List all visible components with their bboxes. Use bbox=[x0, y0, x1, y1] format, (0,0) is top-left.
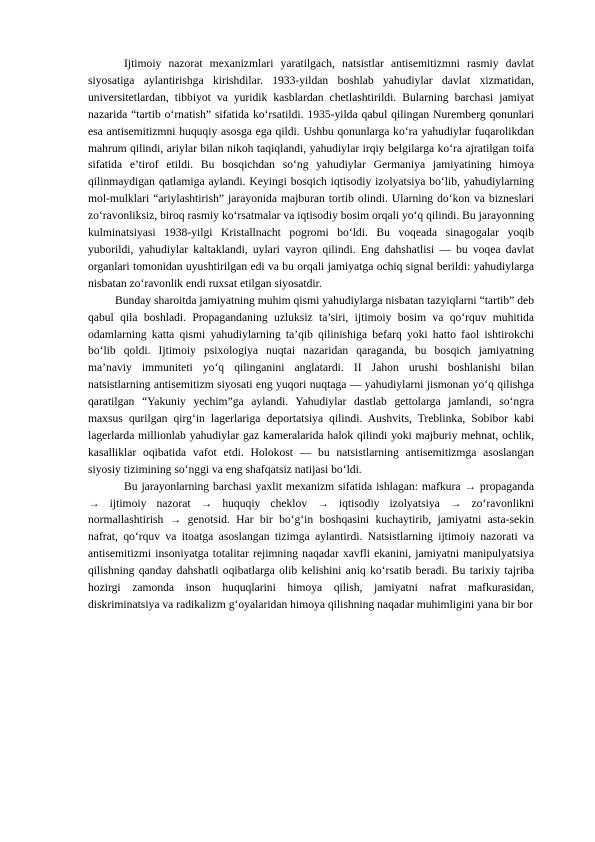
paragraph-social-control: Ijtimoiy nazorat mexanizmlari yaratilgach, natsistlar antisemitizmni rasmiy davlat siyosatiga aylantirishga kirishdilar. 1933-yildan boshlab yahudiylar davlat xizmatidan, universitetlardan, tibbiyot va yuridik kasblardan chetlashtirildi. Bularning barchasi jamiyat nazarida “tartib o‘rnatish” sifatida ko‘rsatildi. 1935-yilda qabul qilingan Nuremberg qonunlari esa antisemitizmni huquqiy asosga ega qildi. Ushbu qonunlarga ko‘ra yahudiylar fuqarolikdan mahrum qilindi, ariylar bilan nikoh taqiqlandi, yahudiylar irqiy belgilarga ko‘ra ajratilgan toifa sifatida e’tirof etildi. Bu bosqichdan so‘ng yahudiylar Germaniya jamiyatining himoya qilinmaydigan qatlamiga aylandi. Keyingi bosqich iqtisodiy izolyatsiya bo‘lib, yahudiylarning mol-mulklari “ariylashtirish” jarayonida majburan tortib olindi. Ularning do‘kon va bizneslari zo‘ravonliksiz, biroq rasmiy ko‘rsatmalar va iqtisodiy bosim orqali yo‘q qilindi. Bu jarayonning kulminatsiyasi 1938-yilgi Kristallnacht pogromi bo‘ldi. Bu voqeada sinagogalar yoqib yuborildi, yahudiylar kaltaklandi, uylari vayron qilindi. Eng dahshatlisi — bu voqea davlat organlari tomonidan uyushtirilgan edi va bu orqali jamiyatga ochiq signal berildi: yahudiylarga nisbatan zo‘ravonlik endi ruxsat etilgan siyosatdir. bbox=[88, 57, 534, 290]
paragraph-final-solution: Bunday sharoitda jamiyatning muhim qismi yahudiylarga nisbatan tazyiqlarni “tartib” deb qabul qila boshladi. Propagandaning uzluksiz ta’siri, ijtimoiy bosim va qo‘rquv muhitida odamlarning katta qismi yahudiylarning ta’qib qilinishiga befarq yoki hatto faol ishtirokchi bo‘lib qoldi. Ijtimoiy psixologiya nuqtai nazaridan qaraganda, bu bosqich jamiyatning ma’naviy immuniteti yo‘q qilinganini anglatardi. II Jahon urushi boshlanishi bilan natsistlarning antisemitizm siyosati eng yuqori nuqtaga — yahudiylarni jismonan yo‘q qilishga qaratilgan “Yakuniy yechim”ga aylandi. Yahudiylar dastlab gettolarga jamlandi, so‘ngra maxsus qurilgan qirg‘in lagerlariga deportatsiya qilindi. Aushvits, Treblinka, Sobibor kabi lagerlarda millionlab yahudiylar gaz kameralarida halok qilindi yoki majburiy mehnat, ochlik, kasalliklar oqibatida vafot etdi. Holokost — bu natsistlarning antisemitizmga asoslangan siyosiy tizimining so‘nggi va eng shafqatsiz natijasi bo‘ldi. bbox=[88, 293, 534, 476]
paragraph-mechanism-summary: Bu jarayonlarning barchasi yaxlit mexanizm sifatida ishlagan: mafkura → propaganda → ijtimoiy nazorat → huquqiy cheklov → iqtisodiy izolyatsiya → zo‘ravonlikni normallashtirish → genotsid. Har bir bo‘g‘in boshqasini kuchaytirib, jamiyatni asta-sekin nafrat, qo‘rquv va itoatga asoslangan tizimga aylantirdi. Natsistlarning ijtimoiy nazorati va antisemitizmi insoniyatga totalitar rejimning naqadar xavfli ekanini, jamiyatni manipulyatsiya qilishning qanday dahshatli oqibatlarga olib kelishini aniq ko‘rsatib beradi. Bu tarixiy tajriba hozirgi zamonda inson huquqlarini himoya qilish, jamiyatni nafrat mafkurasidan, diskriminatsiya va radikalizm g‘oyalaridan himoya qilishning naqadar muhimligini yana bir bor bbox=[88, 479, 534, 611]
body-text bbox=[88, 56, 534, 614]
